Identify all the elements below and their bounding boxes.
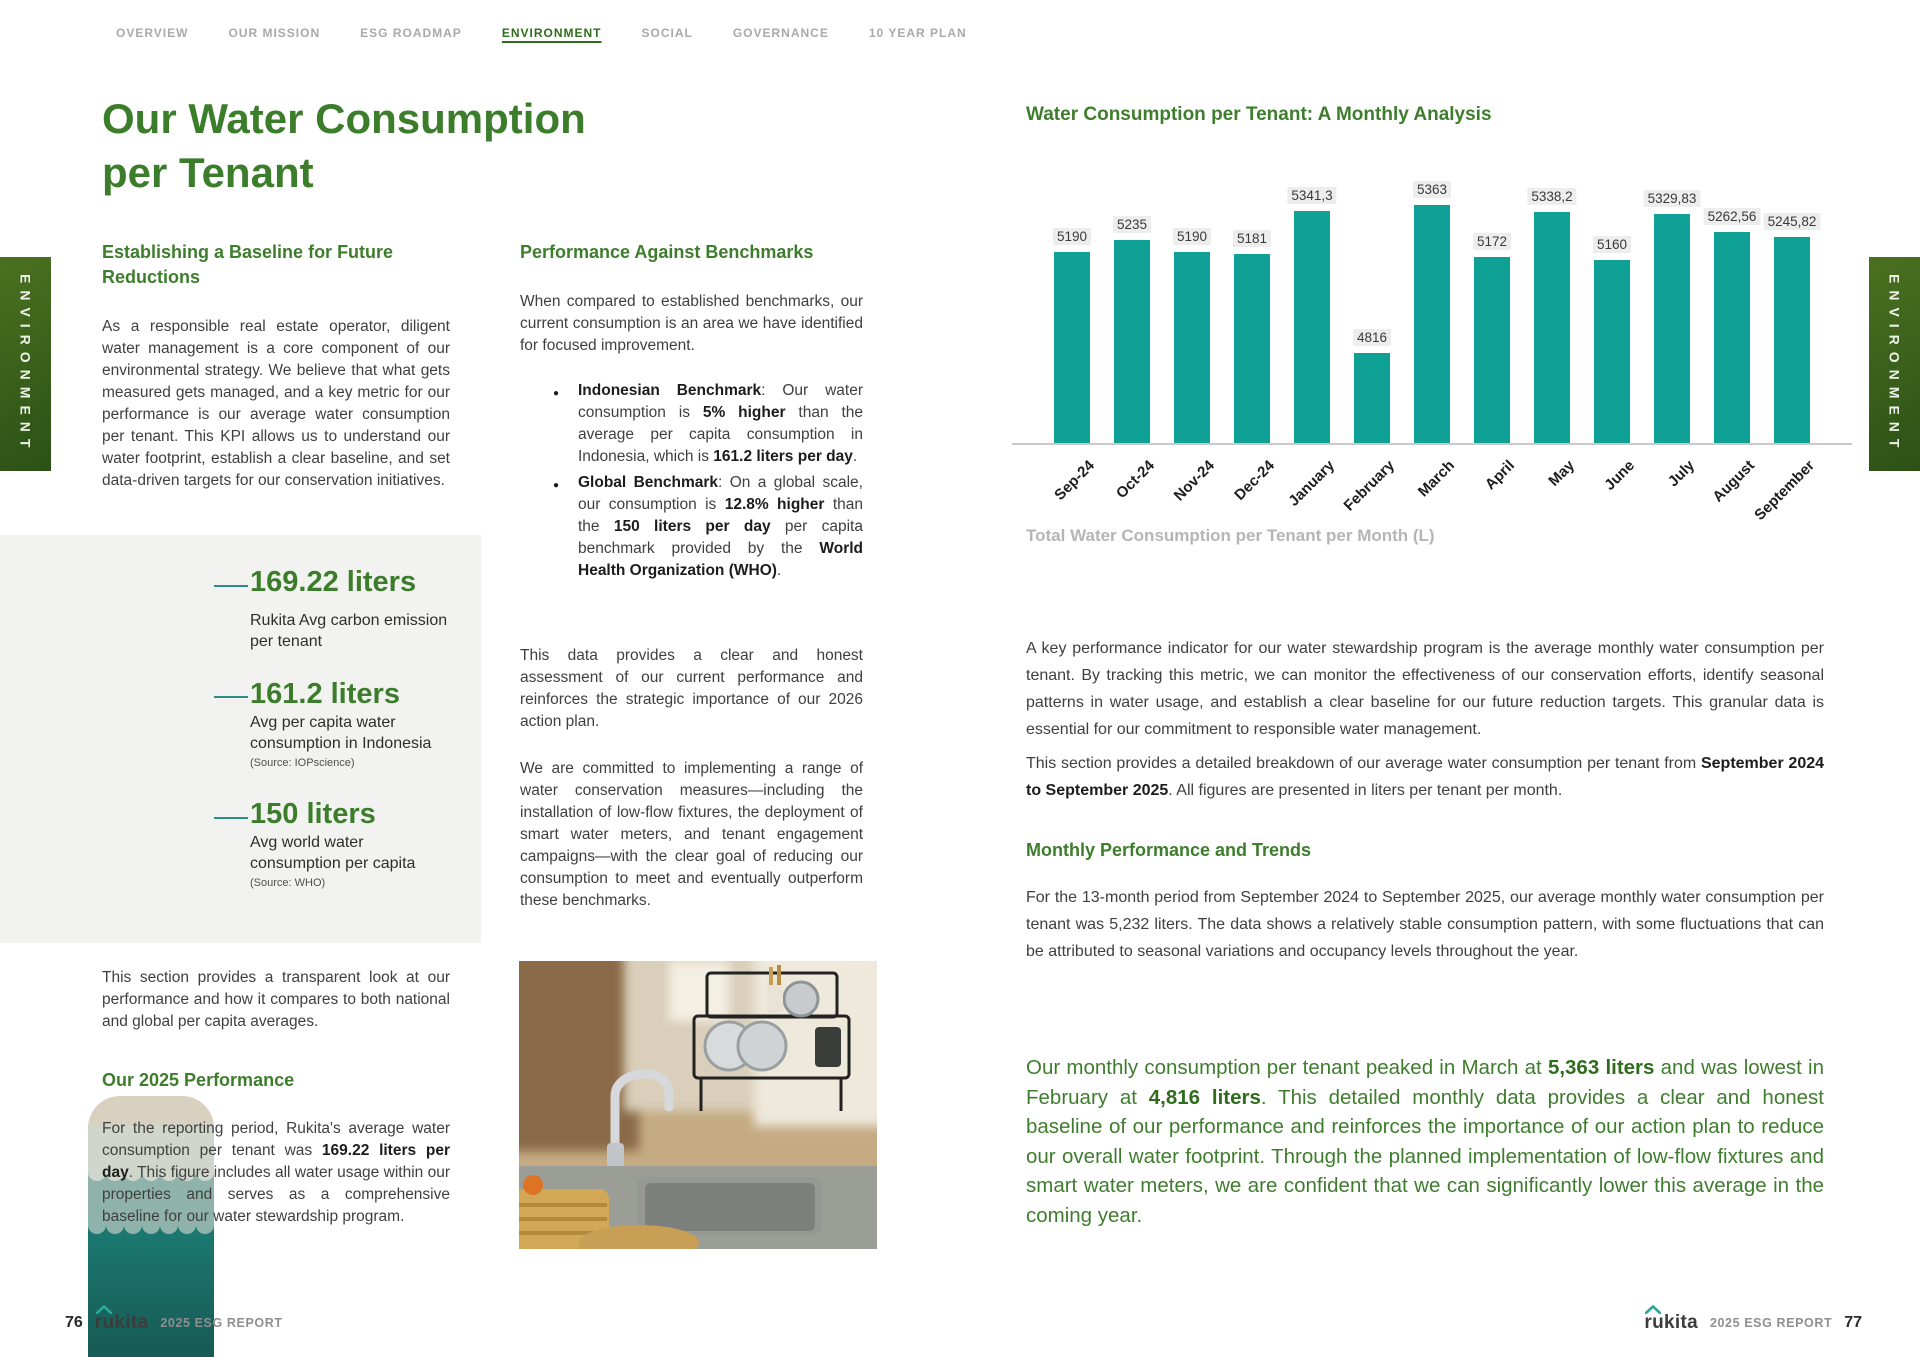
bar-value-label: 4816 bbox=[1353, 329, 1391, 346]
body-paragraph: We are committed to implementing a range of water conservation measures—including the installation of low-flow fixtures, the deployment of smart water meters, and tenant engagement campaigns—with the clear goal of reducing our consumption to meet and eventually outperform these benchmarks. bbox=[520, 760, 863, 909]
bar-value-label: 5245,82 bbox=[1764, 213, 1821, 230]
x-axis-label: May bbox=[1545, 457, 1579, 490]
report-label: 2025 ESG REPORT bbox=[1709, 1316, 1833, 1330]
rukita-roof-icon bbox=[96, 1305, 112, 1314]
chart-title: Water Consumption per Tenant: A Monthly Analysis bbox=[1026, 104, 1492, 125]
bar-value-label: 5190 bbox=[1173, 228, 1211, 245]
x-axis-label: Sep-24 bbox=[1051, 457, 1099, 504]
bar-Oct-24 bbox=[1114, 240, 1150, 443]
bar-March bbox=[1414, 205, 1450, 443]
connector-line bbox=[214, 696, 248, 698]
body-paragraph: A key performance indicator for our water stewardship program is the average monthly water consumption per tenant. By tracking this metric, we can monitor the effectiveness of our conservation efforts, identify seasonal patterns in water usage, and establish a clear baseline for our future reduction targets. This granular data is essential for our commitment to responsible water management. bbox=[1026, 640, 1824, 738]
connector-line bbox=[214, 585, 248, 587]
x-axis-label: February bbox=[1340, 457, 1399, 515]
bar-September bbox=[1774, 237, 1810, 443]
footer-right bbox=[1644, 1312, 1862, 1334]
side-tab-label: ENVIRONMENT bbox=[1886, 273, 1903, 455]
bar-value-label: 5181 bbox=[1233, 230, 1271, 247]
body-paragraph: When compared to established benchmarks, our current consumption is an area we have identified for focused improvement. bbox=[520, 293, 863, 354]
body-paragraph: For the 13-month period from September 2024 to September 2025, our average monthly water consumption per tenant was 5,232 liters. The data shows a relatively stable consumption pattern, with some fluctuations that can be attributed to seasonal variations and occupancy levels throughout the year. bbox=[1026, 889, 1824, 960]
x-axis-label: June bbox=[1601, 457, 1639, 494]
body-paragraph: For the reporting period, Rukita's average water consumption per tenant was 169.22 liters per day. This figure includes all water usage within our properties and serves as a comprehensive baseline for our water stewardship program. bbox=[102, 1120, 450, 1225]
stat-desc-rukita: Rukita Avg carbon emission per tenant bbox=[250, 612, 448, 650]
nav-item-governance[interactable]: GOVERNANCE bbox=[732, 26, 829, 40]
page-title: Our Water Consumption per Tenant bbox=[102, 95, 586, 196]
rukita-logo: rukita bbox=[95, 1312, 149, 1334]
stat-source-indonesia: (Source: IOPscience) bbox=[250, 757, 355, 769]
nav-item-our-mission[interactable]: OUR MISSION bbox=[228, 26, 321, 40]
page-number: 77 bbox=[1844, 1314, 1862, 1331]
body-paragraph: This data provides a clear and honest assessment of our current performance and reinforces the strategic importance of our 2026 action plan. bbox=[520, 647, 863, 730]
section-heading-baseline: Establishing a Baseline for Future Reductions bbox=[102, 242, 394, 287]
x-axis-label: March bbox=[1414, 457, 1459, 501]
kitchen-photo bbox=[519, 961, 877, 1249]
x-axis-label: January bbox=[1285, 457, 1339, 510]
bar-May bbox=[1534, 212, 1570, 443]
bar-Sep-24 bbox=[1054, 252, 1090, 443]
highlight-paragraph: Our monthly consumption per tenant peaked in March at 5,363 liters and was lowest in February at 4,816 liters. This detailed monthly data provides a clear and honest baseline of our performance and reinforces the importance of our action plan to reduce our overall water footprint. Through the planned implementation of low-flow fixtures and smart water meters, we are confident that we can significantly lower this average in the coming year. bbox=[1026, 1056, 1824, 1227]
x-axis-label: April bbox=[1481, 457, 1519, 494]
footer-left bbox=[65, 1312, 283, 1334]
environment-side-tab-right bbox=[1869, 257, 1920, 471]
chart-caption: Total Water Consumption per Tenant per Month (L) bbox=[1026, 526, 1435, 545]
rukita-logo: rukita bbox=[1644, 1312, 1698, 1334]
environment-side-tab-left bbox=[0, 257, 51, 471]
connector-line bbox=[214, 817, 248, 819]
benchmark-bullet-indonesia: ● Indonesian Benchmark: Our water consumption is 5% higher than the average per capita consumption in Indonesia, which is 161.2 liters per day. bbox=[520, 380, 863, 468]
x-axis-label: July bbox=[1664, 457, 1699, 491]
stat-desc-indonesia: Avg per capita water consumption in Indonesia bbox=[250, 714, 432, 752]
section-heading-benchmarks: Performance Against Benchmarks bbox=[520, 242, 814, 262]
body-paragraph: As a responsible real estate operator, diligent water management is a core component of our environmental strategy. We believe that what gets measured gets managed, and a key metric for our performance is our average water consumption per tenant. This KPI allows us to understand our water footprint, establish a clear baseline, and set data-driven targets for our conservation initiatives. bbox=[102, 318, 450, 489]
nav-item-environment[interactable]: ENVIRONMENT bbox=[501, 26, 602, 40]
report-label: 2025 ESG REPORT bbox=[160, 1316, 283, 1330]
nav-item-social[interactable]: SOCIAL bbox=[641, 26, 693, 40]
stat-value-rukita: 169.22 liters bbox=[250, 566, 417, 598]
body-paragraph: This section provides a detailed breakdown of our average water consumption per tenant from September 2024 to September 2025. All figures are presented in liters per tenant per month. bbox=[1026, 755, 1825, 799]
stat-source-world: (Source: WHO) bbox=[250, 877, 326, 889]
bar-value-label: 5363 bbox=[1413, 181, 1451, 198]
bar-January bbox=[1294, 211, 1330, 443]
bar-value-label: 5262,56 bbox=[1704, 208, 1761, 225]
bar-August bbox=[1714, 232, 1750, 443]
x-axis-label: August bbox=[1709, 457, 1759, 506]
bar-value-label: 5235 bbox=[1113, 216, 1151, 233]
body-paragraph: This section provides a transparent look at our performance and how it compares to both national and global per capita averages. bbox=[102, 969, 450, 1030]
benchmark-bullet-global: ● Global Benchmark: On a global scale, our consumption is 12.8% higher than the 150 liters per day per capita benchmark provided by the World Health Organization (WHO). bbox=[520, 472, 863, 582]
bar-April bbox=[1474, 257, 1510, 443]
bar-value-label: 5172 bbox=[1473, 233, 1511, 250]
benchmark-list bbox=[520, 380, 863, 586]
section-heading-2025-performance: Our 2025 Performance bbox=[102, 1070, 295, 1090]
bar-Nov-24 bbox=[1174, 252, 1210, 443]
bar-July bbox=[1654, 214, 1690, 443]
bar-value-label: 5190 bbox=[1053, 228, 1091, 245]
bar-value-label: 5160 bbox=[1593, 236, 1631, 253]
page-number: 76 bbox=[65, 1314, 83, 1331]
rukita-roof-icon bbox=[1645, 1305, 1661, 1314]
bar-chart bbox=[1012, 160, 1852, 524]
x-axis-label: Nov-24 bbox=[1170, 457, 1219, 505]
bar-February bbox=[1354, 353, 1390, 443]
side-tab-label: ENVIRONMENT bbox=[17, 273, 34, 455]
x-axis-line bbox=[1012, 443, 1852, 445]
nav-item-10-year-plan[interactable]: 10 YEAR PLAN bbox=[868, 26, 967, 40]
nav-item-esg-roadmap[interactable]: ESG ROADMAP bbox=[360, 26, 462, 40]
x-axis-label: September bbox=[1751, 457, 1819, 524]
section-heading-trends: Monthly Performance and Trends bbox=[1026, 840, 1312, 860]
top-nav bbox=[116, 26, 967, 40]
stat-value-world: 150 liters bbox=[250, 798, 376, 830]
bar-June bbox=[1594, 260, 1630, 443]
nav-item-overview[interactable]: OVERVIEW bbox=[116, 26, 189, 40]
bar-value-label: 5341,3 bbox=[1287, 187, 1336, 204]
stat-value-indonesia: 161.2 liters bbox=[250, 678, 400, 710]
bar-Dec-24 bbox=[1234, 254, 1270, 443]
stat-desc-world: Avg world water consumption per capita bbox=[250, 834, 416, 872]
x-axis-label: Oct-24 bbox=[1112, 457, 1159, 503]
bar-value-label: 5338,2 bbox=[1527, 188, 1576, 205]
bar-value-label: 5329,83 bbox=[1644, 190, 1701, 207]
x-axis-label: Dec-24 bbox=[1231, 457, 1279, 504]
